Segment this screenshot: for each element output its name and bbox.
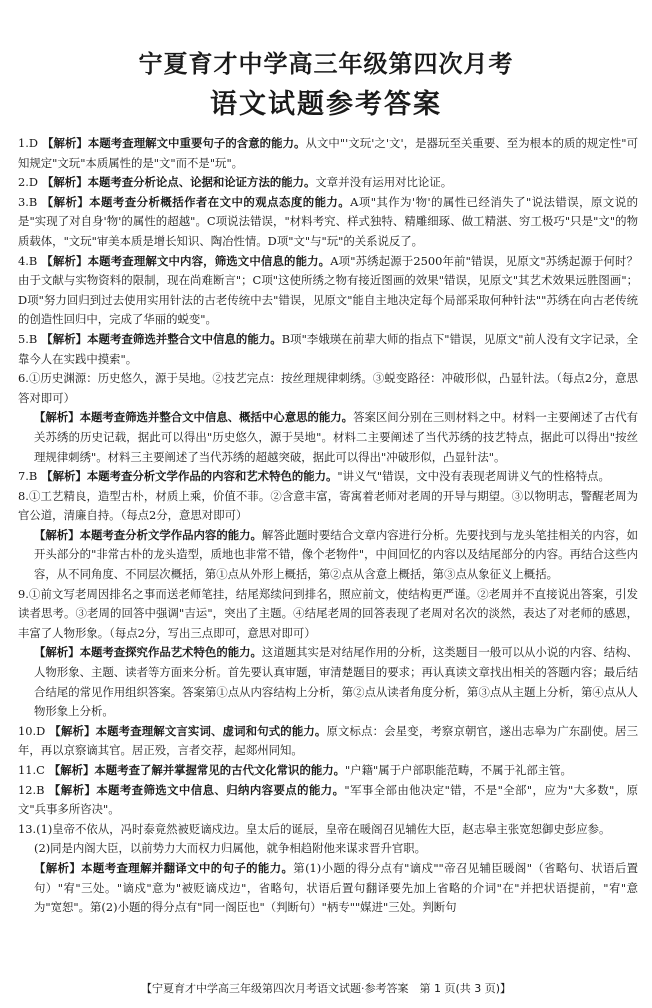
answer-choice: B xyxy=(28,469,38,484)
question-number: 11. xyxy=(18,763,37,777)
answer-text: "军事全部由他决定"错，不是"全部"，应为"大多数"，原文"兵事多所咨决"。 xyxy=(18,782,638,817)
answer-item xyxy=(18,839,638,859)
answer-item xyxy=(18,526,638,585)
answer-choice: B xyxy=(28,253,38,268)
analysis-heading: 【解析】本题考查分析论点、论据和论证方法的能力。 xyxy=(42,175,316,190)
analysis-heading: 【解析】本题考查分析文学作品的内容和艺术特色的能力。 xyxy=(41,469,338,484)
answer-choice: C xyxy=(36,763,45,777)
analysis-heading: 【解析】本题考查筛选并整合文中信息、概括中心意思的能力。 xyxy=(34,410,354,425)
answer-text: ①前文写老周因排名之事而送老师笔挂，结尾郑续问到排名，照应前文，使结构更严谨。②老周并不直接说出答案，引发读者思考。③老周的回答中强调"吉运"，突出了主题。④结尾老周的回答表现了老周对名次的淡然，表达了对老师的感恩，丰富了人物形象。（每点2分，写出三点即可，意思对即可） xyxy=(18,586,638,640)
analysis-heading: 【解析】本题考查分析概括作者在文中的观点态度的能力。 xyxy=(41,194,351,209)
question-number: 4. xyxy=(18,253,29,268)
answer-item xyxy=(18,193,638,252)
answer-item xyxy=(18,330,638,369)
answer-item xyxy=(18,369,638,408)
page-footer: 【宁夏育才中学高三年级第四次月考语文试题·参考答案 第 1 页(共 3 页)】 xyxy=(140,982,512,995)
question-number: 13. xyxy=(18,821,37,836)
answer-item xyxy=(18,467,638,487)
analysis-heading: 【解析】本题考查筛选并整合文中信息的能力。 xyxy=(41,331,282,346)
answer-text: 文章并没有运用对比论证。 xyxy=(315,175,453,190)
answer-item xyxy=(18,643,638,721)
question-number: 7. xyxy=(18,469,29,484)
answer-item xyxy=(18,761,638,781)
answer-item xyxy=(18,134,638,173)
question-number: 2. xyxy=(18,175,29,190)
answer-text: 原文标点：会星变，考察京朝官，遂出志皋为广东副使。居三年，再以京察谪其官。居正殁，言者交荐，起郯州同知。 xyxy=(18,723,638,758)
answer-choice: B xyxy=(28,331,38,346)
answer-item xyxy=(18,487,638,526)
answer-text: 这道题其实是对结尾作用的分析，这类题目一般可以从小说的内容、结构、人物形象、主题、读者等方面来分析。首先要认真审题，审清楚题目的要求；再认真读文章找出相关的答题内容；最后结合结尾的常见作用组织答案。答案第①点从内容结构上分析，第②点从读者角度分析，第③点从主题上分析，第④点从人物形象上分析。 xyxy=(34,645,638,719)
analysis-heading: 【解析】本题考查筛选文中信息、归纳内容要点的能力。 xyxy=(48,782,345,797)
exam-title: 宁夏育才中学高三年级第四次月考 xyxy=(138,50,514,78)
answer-text: 答案区间分别在三则材料之中。材料一主要阐述了古代有关苏绣的历史记载，据此可以得出"历史悠久，源于吴地"。材料二主要阐述了当代苏绣的技艺特点，据此可以得出"按丝理规律刺绣"。材料三主要阐述了当代苏绣的超越突破，据此可以得出"冲破形似，凸显针法"。 xyxy=(34,410,638,464)
question-number: 9. xyxy=(18,586,29,601)
answer-item xyxy=(18,585,638,644)
answer-choice: D xyxy=(28,136,39,150)
answer-choice: D xyxy=(28,175,39,190)
analysis-heading: 【解析】本题考查理解文中内容，筛选文中信息的能力。 xyxy=(41,253,331,268)
question-number: 10. xyxy=(18,723,37,738)
analysis-heading: 【解析】本题考查分析文学作品内容的能力。 xyxy=(34,527,262,542)
answer-list xyxy=(18,134,638,918)
answer-item xyxy=(18,820,638,840)
answer-item xyxy=(18,781,638,820)
question-number: 1. xyxy=(18,136,29,150)
analysis-heading: 【解析】本题考查探究作品艺术特色的能力。 xyxy=(34,645,262,660)
answer-choice: B xyxy=(28,194,38,209)
answer-item xyxy=(18,252,638,330)
analysis-heading: 【解析】本题考查理解文言实词、虚词和句式的能力。 xyxy=(49,723,327,738)
answer-choice: D xyxy=(36,723,46,738)
answer-text: A项"其作为'物'的属性已经消失了"说法错误，原文说的是"实现了对自身'物'的属性的超越"。C项说法错误，"材料考究、样式独特、精雕细琢、做工精湛、穷工极巧"只是"文"的物质载体，"文玩"审美本质是增长知识、陶冶性情。D项"文"与"玩"的关系说反了。 xyxy=(18,194,638,248)
answer-item xyxy=(18,173,638,193)
answer-text: (1)皇帝不依从，冯时泰竟然被贬谪戍边。皇太后的诞辰，皇帝在暖阁召见辅佐大臣，赵志皋主张宽恕御史彭应参。 xyxy=(36,821,611,836)
analysis-heading: 【解析】本题考查理解并翻译文中的句子的能力。 xyxy=(34,860,294,875)
exam-subtitle: 语文试题参考答案 xyxy=(210,89,442,120)
answer-text: 从文中"'文玩'之'文'，是器玩至关重要、至为根本的质的规定性"可知规定"文玩"本质属性的是"文"而不是"玩"。 xyxy=(18,136,638,170)
answer-text: (2)同是内阁大臣，以前势力大而权力归属他，就争相趋附他来谋求晋升官职。 xyxy=(34,841,427,856)
answer-text: B项"李娥瑛在前辈大师的指点下"错误，见原文"前人没有文字记录，全靠今人在实践中摸索"。 xyxy=(18,331,638,366)
question-number: 3. xyxy=(18,194,29,209)
analysis-heading: 【解析】本题考查理解文中重要句子的含意的能力。 xyxy=(42,136,306,150)
question-number: 6. xyxy=(18,371,29,386)
answer-item xyxy=(18,722,638,761)
answer-text: 第(1)小题的得分点有"谪戍""帝召见辅臣暖阁"（省略句、状语后置句）"宥"三处。"谪戍"意为"被贬谪戍边"，省略句，状语后置句翻译要先加上省略的介词"在"并把状语提前，"宥"意为"宽恕"。第(2)小题的得分点有"同一阁臣也"（判断句）"柄专""媒进"三处。判断句 xyxy=(34,860,638,915)
answer-choice: B xyxy=(36,782,45,797)
answer-text: "讲义气"错误，文中没有表现老周讲义气的性格特点。 xyxy=(337,469,610,484)
question-number: 8. xyxy=(18,488,29,503)
question-number: 5. xyxy=(18,331,29,346)
analysis-heading: 【解析】本题考查了解并掌握常见的古代文化常识的能力。 xyxy=(48,763,346,777)
answer-item xyxy=(18,408,638,467)
answer-text: ①工艺精良，造型古朴，材质上乘，价值不菲。②含意丰富，寄寓着老师对老周的开导与期望。③以物明志，警醒老周为官公道，清廉自持。（每点2分，意思对即可） xyxy=(18,488,638,523)
answer-text: 解答此题时要结合文章内容进行分析。先要找到与龙头笔挂相关的内容，如开头部分的"非常古朴的龙头造型，质地也非常不错，像个老物件"，中间回忆的内容以及结尾部分的内容。再结合这些内容，从不同角度、不同层次概括，第①点从外形上概括，第②点从含意上概括，第③点从象征义上概括。 xyxy=(34,527,638,582)
answer-text: "户籍"属于户部职能范畴，不属于礼部主管。 xyxy=(345,763,572,777)
answer-item xyxy=(18,859,638,918)
answer-text: A项"苏绣起源于2500年前"错误，见原文"苏绣起源于何时？由于文献与实物资料的限制，现在尚难断言"；C项"这使所绣之物有接近图画的效果"错误，见原文"其艺术效果远胜图画"；D项"努力回归到过去使用实用针法的古老传统中去"错误，见原文"能自主地决定每个局部采取何种针法""苏绣在向古老传统的创造性回归中，完成了华丽的蜕变"。 xyxy=(18,253,638,327)
question-number: 12. xyxy=(18,782,37,797)
answer-text: ①历史渊源：历史悠久，源于吴地。②技艺完点：按丝理规律刺绣。③蜕变路径：冲破形似，凸显针法。（每点2分，意思答对即可） xyxy=(18,371,638,405)
